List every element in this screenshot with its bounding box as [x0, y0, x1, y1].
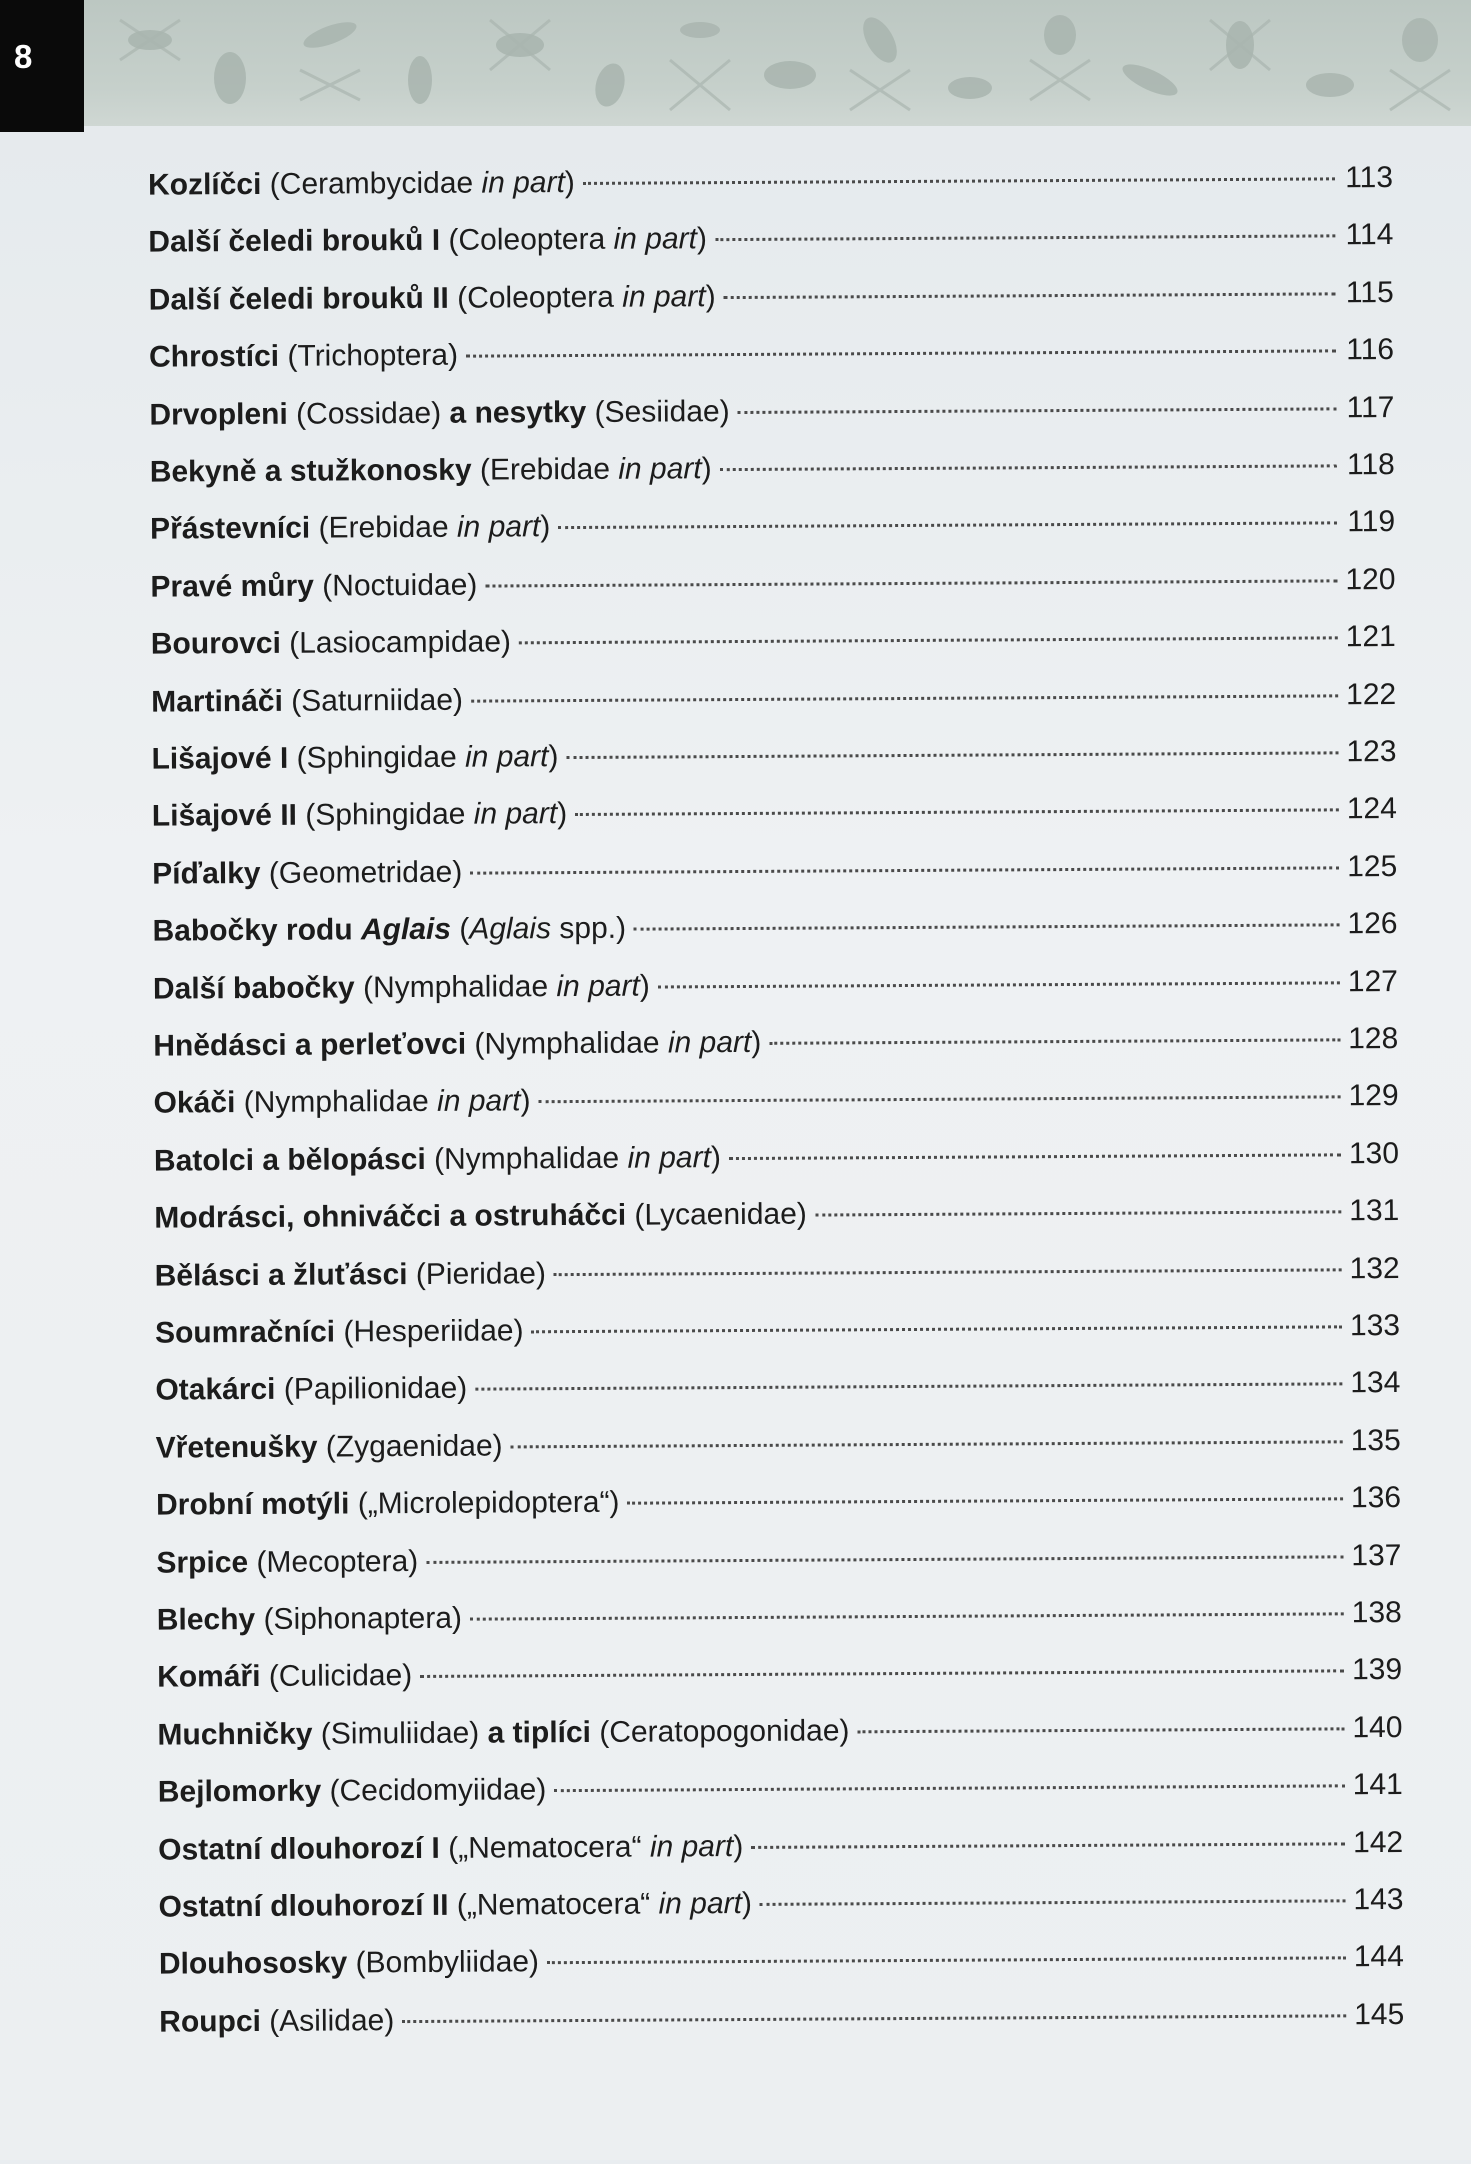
- toc-entry-title: [158, 1768, 547, 1814]
- toc-entry-title-segment: Bejlomorky: [157, 1774, 322, 1809]
- toc-entry-title-segment: (Asilidae): [260, 2003, 395, 2038]
- toc-entry-title-segment: (Papilionidae): [275, 1372, 468, 1407]
- toc-entry-title: [154, 1136, 721, 1183]
- toc-entry: [153, 960, 1398, 1012]
- toc-entry-title-segment: Kozlíčci: [147, 167, 262, 202]
- toc-entry-title: [158, 1882, 752, 1930]
- toc-entry-title: [157, 1709, 849, 1757]
- toc-entry-title: [152, 907, 626, 954]
- toc-entry-page-number: 136: [1350, 1481, 1402, 1515]
- toc-entry-page-number: 119: [1347, 505, 1396, 539]
- toc-entry-title-segment: Aglais: [360, 912, 452, 947]
- toc-entry-title: [148, 161, 575, 208]
- toc-entry: [151, 615, 1396, 667]
- dot-leader: [554, 1268, 1342, 1276]
- toc-entry-title-segment: (Pieridae): [407, 1256, 547, 1291]
- toc-entry-title-segment: (Coleoptera: [448, 280, 623, 315]
- toc-entry-title-segment: Babočky rodu: [152, 913, 362, 948]
- toc-entry-title-segment: in part: [622, 280, 706, 314]
- toc-entry-title-segment: in part: [667, 1025, 752, 1060]
- toc-entry: [156, 1419, 1401, 1471]
- toc-entry-title: [156, 1424, 503, 1470]
- toc-entry-page-number: 139: [1351, 1653, 1403, 1687]
- toc-entry: [148, 156, 1393, 208]
- toc-entry-title-segment: Ostatní dlouhorozí I: [158, 1831, 440, 1867]
- toc-entry-page-number: 117: [1346, 390, 1395, 424]
- toc-entry-page-number: 135: [1350, 1423, 1401, 1458]
- toc-entry-title-segment: Lišajové I: [151, 741, 289, 776]
- toc-entry-page-number: 114: [1345, 218, 1394, 252]
- toc-entry-title-segment: (Erebidae: [471, 452, 619, 487]
- toc-entry-page-number: 144: [1353, 1940, 1404, 1974]
- toc-entry-title-segment: (Sesiidae): [586, 394, 730, 429]
- toc-entry: [157, 1591, 1402, 1643]
- toc-entry-title-segment: („Nematocera“: [448, 1887, 659, 1922]
- toc-entry-page-number: 120: [1345, 562, 1396, 597]
- page-number: 8: [14, 38, 33, 75]
- toc-entry: [150, 500, 1395, 552]
- dot-leader: [815, 1211, 1342, 1217]
- toc-entry-page-number: 143: [1353, 1882, 1404, 1917]
- toc-entry-title: [155, 1367, 467, 1413]
- toc-entry-title-segment: (Cerambycidae: [261, 166, 482, 201]
- toc-entry-title-segment: in part: [464, 740, 549, 774]
- toc-entry: [158, 1763, 1403, 1815]
- toc-entry-page-number: 129: [1348, 1079, 1399, 1113]
- toc-entry-title-segment: spp.): [550, 911, 627, 946]
- toc-entry-title-segment: ): [701, 452, 712, 486]
- dot-leader: [715, 235, 1335, 242]
- toc-entry-title-segment: Bourovci: [150, 627, 281, 661]
- toc-entry: [155, 1304, 1400, 1356]
- toc-entry-title: [155, 1252, 547, 1298]
- toc-entry-title: [159, 1941, 539, 1987]
- toc-entry-title-segment: Aglais: [469, 912, 552, 946]
- toc-entry-title: [151, 678, 463, 724]
- toc-entry-title-segment: Další babočky: [152, 970, 355, 1006]
- toc-entry-page-number: 115: [1345, 275, 1394, 310]
- toc-entry-title-segment: Hnědásci a perleťovci: [153, 1027, 467, 1063]
- dot-leader: [466, 350, 1336, 358]
- toc-entry-title-segment: in part: [627, 1140, 711, 1175]
- toc-entry-title-segment: in part: [473, 797, 558, 832]
- toc-entry-title: [151, 621, 511, 667]
- toc-entry-title-segment: in part: [613, 222, 698, 257]
- dot-leader: [471, 694, 1338, 702]
- dot-leader: [519, 637, 1338, 645]
- toc-entry-title-segment: ): [557, 797, 568, 831]
- toc-entry-title: [151, 735, 558, 781]
- toc-entry-page-number: 116: [1346, 333, 1395, 367]
- dot-leader: [769, 1038, 1340, 1044]
- toc-entry-page-number: 128: [1348, 1021, 1399, 1056]
- toc-entry: [158, 1878, 1403, 1930]
- toc-entry-title-segment: Otakárci: [155, 1373, 276, 1407]
- toc-entry-title-segment: (Saturniidae): [282, 683, 464, 718]
- dot-leader: [857, 1727, 1344, 1733]
- dot-leader: [470, 866, 1339, 874]
- dot-leader: [720, 464, 1337, 471]
- toc-entry-title-segment: Okáči: [153, 1086, 236, 1120]
- toc-entry-title-segment: (Trichoptera): [279, 338, 459, 374]
- toc-entry-page-number: 140: [1352, 1710, 1403, 1745]
- toc-entry: [152, 845, 1397, 897]
- toc-entry-title-segment: Komáři: [157, 1660, 261, 1694]
- toc-entry: [152, 787, 1397, 839]
- toc-entry-title-segment: in part: [618, 452, 702, 486]
- toc-entry: [150, 558, 1395, 610]
- toc-entry-title-segment: ): [733, 1829, 744, 1863]
- toc-entry-page-number: 126: [1347, 907, 1398, 941]
- toc-entry-title-segment: Pravé můry: [150, 569, 315, 604]
- toc-entry-title: [158, 1825, 743, 1873]
- toc-entry-title-segment: (Nymphalidae: [466, 1026, 668, 1061]
- toc-entry-page-number: 133: [1349, 1308, 1401, 1343]
- toc-entry-title-segment: Soumračníci: [154, 1315, 336, 1350]
- toc-entry-title-segment: Batolci a bělopásci: [153, 1142, 426, 1178]
- toc-entry-title-segment: (Bombyliidae): [347, 1945, 540, 1980]
- toc-entry-title: [152, 851, 462, 897]
- toc-entry-page-number: 121: [1345, 620, 1396, 654]
- toc-entry-title-segment: (Lycaenidae): [626, 1197, 807, 1232]
- toc-entry-title-segment: Drvopleni: [149, 397, 288, 432]
- dot-leader: [402, 2014, 1346, 2023]
- toc-entry-page-number: 125: [1347, 849, 1398, 884]
- toc-entry-title: [159, 1999, 394, 2044]
- toc-entry-title-segment: ): [741, 1886, 753, 1921]
- toc-entry-title-segment: Bělásci a žluťásci: [154, 1257, 408, 1293]
- toc-entry-title-segment: a nesytky: [449, 395, 587, 430]
- toc-entry-title-segment: (Lasiocampidae): [280, 625, 512, 661]
- dot-leader: [426, 1555, 1343, 1564]
- dot-leader: [554, 1785, 1345, 1793]
- dot-leader: [420, 1670, 1344, 1679]
- toc-entry-title: [149, 390, 730, 438]
- toc-entry-title-segment: ): [710, 1140, 721, 1174]
- toc-entry: [155, 1247, 1400, 1299]
- toc-entry-title-segment: in part: [658, 1887, 743, 1921]
- toc-entry: [156, 1534, 1401, 1586]
- toc-entry-title-segment: (Hesperiidae): [334, 1314, 524, 1349]
- dot-leader: [575, 809, 1339, 817]
- toc-entry-title: [153, 1080, 530, 1126]
- dot-leader: [724, 292, 1336, 299]
- toc-entry-title-segment: Další čeledi brouků I: [148, 224, 441, 260]
- toc-entry-title: [149, 275, 716, 322]
- dot-leader: [475, 1383, 1342, 1391]
- dot-leader: [532, 1325, 1343, 1333]
- toc-entry-title-segment: Srpice: [156, 1545, 249, 1580]
- toc-entry-title-segment: („Microlepidoptera“): [349, 1485, 620, 1521]
- toc-entry-title-segment: (Mecoptera): [248, 1544, 419, 1579]
- toc-entry-title-segment: Roupci: [159, 2004, 262, 2039]
- toc-entry-title-segment: (Coleoptera: [440, 223, 614, 258]
- toc-entry-title: [153, 1021, 761, 1069]
- toc-entry-title-segment: Lišajové II: [151, 799, 298, 833]
- toc-entry-title-segment: Dlouhososky: [158, 1946, 348, 1981]
- toc-entry-page-number: 138: [1351, 1595, 1402, 1630]
- toc-entry-title-segment: Další čeledi brouků II: [148, 281, 449, 317]
- toc-entry: [152, 902, 1397, 954]
- toc-entry-title-segment: („Nematocera“: [439, 1830, 650, 1865]
- dot-leader: [751, 1842, 1345, 1849]
- toc-entry-title-segment: Ostatní dlouhorozí II: [158, 1888, 449, 1924]
- toc-entry-page-number: 142: [1353, 1825, 1404, 1859]
- toc-entry-title-segment: Drobní motýli: [155, 1487, 350, 1522]
- toc-entry-title: [154, 1193, 807, 1241]
- toc-entry-title-segment: in part: [437, 1084, 521, 1119]
- toc-entry-title: [157, 1597, 462, 1643]
- toc-entry-title-segment: Muchničky: [157, 1717, 313, 1752]
- toc-entry-title-segment: Martináči: [151, 684, 283, 719]
- toc-entry-page-number: 141: [1352, 1768, 1403, 1802]
- toc-entry-page-number: 122: [1345, 677, 1397, 711]
- toc-entry-title: [150, 447, 712, 494]
- toc-entry: [154, 1189, 1399, 1241]
- toc-entry: [148, 213, 1393, 265]
- toc-entry: [150, 443, 1395, 495]
- toc-entry-title-segment: Vřetenušky: [155, 1430, 318, 1465]
- toc-entry-title-segment: Přástevníci: [150, 512, 311, 547]
- toc-entry-title-segment: (Cecidomyiidae): [321, 1773, 547, 1808]
- dot-leader: [485, 579, 1337, 587]
- toc-entry-title-segment: in part: [456, 510, 541, 545]
- toc-entry-title-segment: (Cossidae): [287, 396, 450, 431]
- toc-entry-title-segment: ): [751, 1025, 762, 1059]
- toc-entry-title: [149, 334, 458, 380]
- toc-entry-title-segment: (Ceratopogonidae): [590, 1714, 850, 1749]
- toc-entry-title-segment: ): [520, 1084, 531, 1118]
- toc-entry: [158, 1821, 1403, 1873]
- dot-leader: [627, 1498, 1343, 1505]
- toc-entry: [151, 673, 1396, 725]
- toc-entry: [156, 1476, 1401, 1528]
- toc-entry-title-segment: Blechy: [156, 1602, 256, 1637]
- toc-entry-title-segment: Píďalky: [152, 856, 261, 891]
- toc-entry-title-segment: (Noctuidae): [313, 568, 478, 603]
- dot-leader: [738, 407, 1337, 414]
- toc-entry-title-segment: (Sphingidae: [288, 740, 466, 775]
- dot-leader: [566, 751, 1338, 759]
- toc-entry-title-segment: (Erebidae: [310, 511, 458, 546]
- toc-entry: [149, 271, 1394, 323]
- toc-entry-title-segment: in part: [649, 1829, 734, 1864]
- toc-entry-title-segment: ): [540, 510, 551, 544]
- dot-leader: [539, 1096, 1341, 1104]
- dot-leader: [511, 1440, 1343, 1448]
- toc-entry-title: [156, 1481, 620, 1528]
- dot-leader: [658, 981, 1340, 988]
- toc-entry-title-segment: ): [705, 279, 716, 314]
- toc-entry: [157, 1706, 1402, 1758]
- toc-entry: [153, 1017, 1398, 1069]
- toc-entry-title-segment: (Nymphalidae: [235, 1085, 438, 1120]
- dot-leader: [558, 522, 1337, 530]
- toc-entry-title-segment: in part: [481, 166, 565, 200]
- toc-entry-title-segment: Chrostíci: [148, 340, 280, 374]
- toc-entry-title-segment: (Zygaenidae): [317, 1429, 503, 1464]
- toc-entry-title-segment: ): [564, 166, 575, 200]
- dot-leader: [729, 1153, 1341, 1160]
- toc-entry-title-segment: (Sphingidae: [296, 798, 474, 833]
- toc-entry: [155, 1361, 1400, 1413]
- toc-entry: [149, 386, 1394, 438]
- toc-entry-title: [150, 506, 550, 552]
- dot-leader: [760, 1899, 1346, 1906]
- toc-entry-page-number: 134: [1350, 1366, 1401, 1400]
- toc-entry-title-segment: (: [450, 912, 470, 946]
- toc-entry-page-number: 130: [1348, 1136, 1400, 1171]
- toc-entry-title-segment: ): [639, 969, 650, 1003]
- toc-entry-title-segment: (Simuliidae): [312, 1716, 488, 1751]
- toc-entry-title: [152, 792, 568, 839]
- toc-entry-title: [156, 1540, 418, 1586]
- toc-entry: [159, 1935, 1404, 1987]
- toc-entry-title: [157, 1654, 412, 1700]
- toc-entry-page-number: 132: [1349, 1251, 1400, 1285]
- toc-entry-page-number: 113: [1345, 161, 1394, 195]
- toc-entry-page-number: 124: [1346, 792, 1397, 826]
- toc-entry-page-number: 118: [1346, 448, 1395, 482]
- toc-entry: [151, 730, 1396, 782]
- dot-leader: [634, 924, 1340, 931]
- toc-entry: [159, 1993, 1404, 2045]
- toc-entry-page-number: 131: [1349, 1194, 1400, 1228]
- toc-entry-title-segment: ): [696, 222, 708, 256]
- toc-entry-title-segment: (Nymphalidae: [354, 969, 557, 1004]
- toc-entry-title-segment: (Geometridae): [260, 855, 463, 890]
- toc-entry: [157, 1648, 1402, 1700]
- toc-entry-title-segment: (Siphonaptera): [255, 1601, 463, 1636]
- toc-entry-title: [153, 964, 650, 1011]
- toc-entry-title-segment: a tiplíci: [487, 1715, 592, 1750]
- toc-entry: [154, 1132, 1399, 1184]
- toc-entry-title-segment: Modrásci, ohniváčci a ostruháčci: [154, 1198, 627, 1235]
- toc-entry-title: [155, 1309, 524, 1355]
- toc-entry-title-segment: (Nymphalidae: [425, 1141, 628, 1176]
- dot-leader: [470, 1612, 1344, 1620]
- toc-entry-page-number: 127: [1347, 964, 1399, 998]
- toc-entry-title-segment: (Culicidae): [260, 1659, 413, 1694]
- dot-leader: [547, 1957, 1346, 1965]
- toc-entry-page-number: 137: [1351, 1538, 1402, 1572]
- dot-leader: [583, 177, 1335, 185]
- toc-entry-title-segment: in part: [556, 969, 640, 1003]
- toc-entry-page-number: 123: [1346, 735, 1397, 769]
- toc-entry-title: [150, 563, 477, 609]
- toc-entry-title: [148, 218, 707, 265]
- toc-entry: [149, 328, 1394, 380]
- toc-entry-title-segment: Bekyně a stužkonosky: [149, 453, 472, 489]
- toc-entry: [153, 1074, 1398, 1126]
- toc-entry-title-segment: ): [548, 740, 559, 774]
- toc-entry-page-number: 145: [1354, 1997, 1405, 2032]
